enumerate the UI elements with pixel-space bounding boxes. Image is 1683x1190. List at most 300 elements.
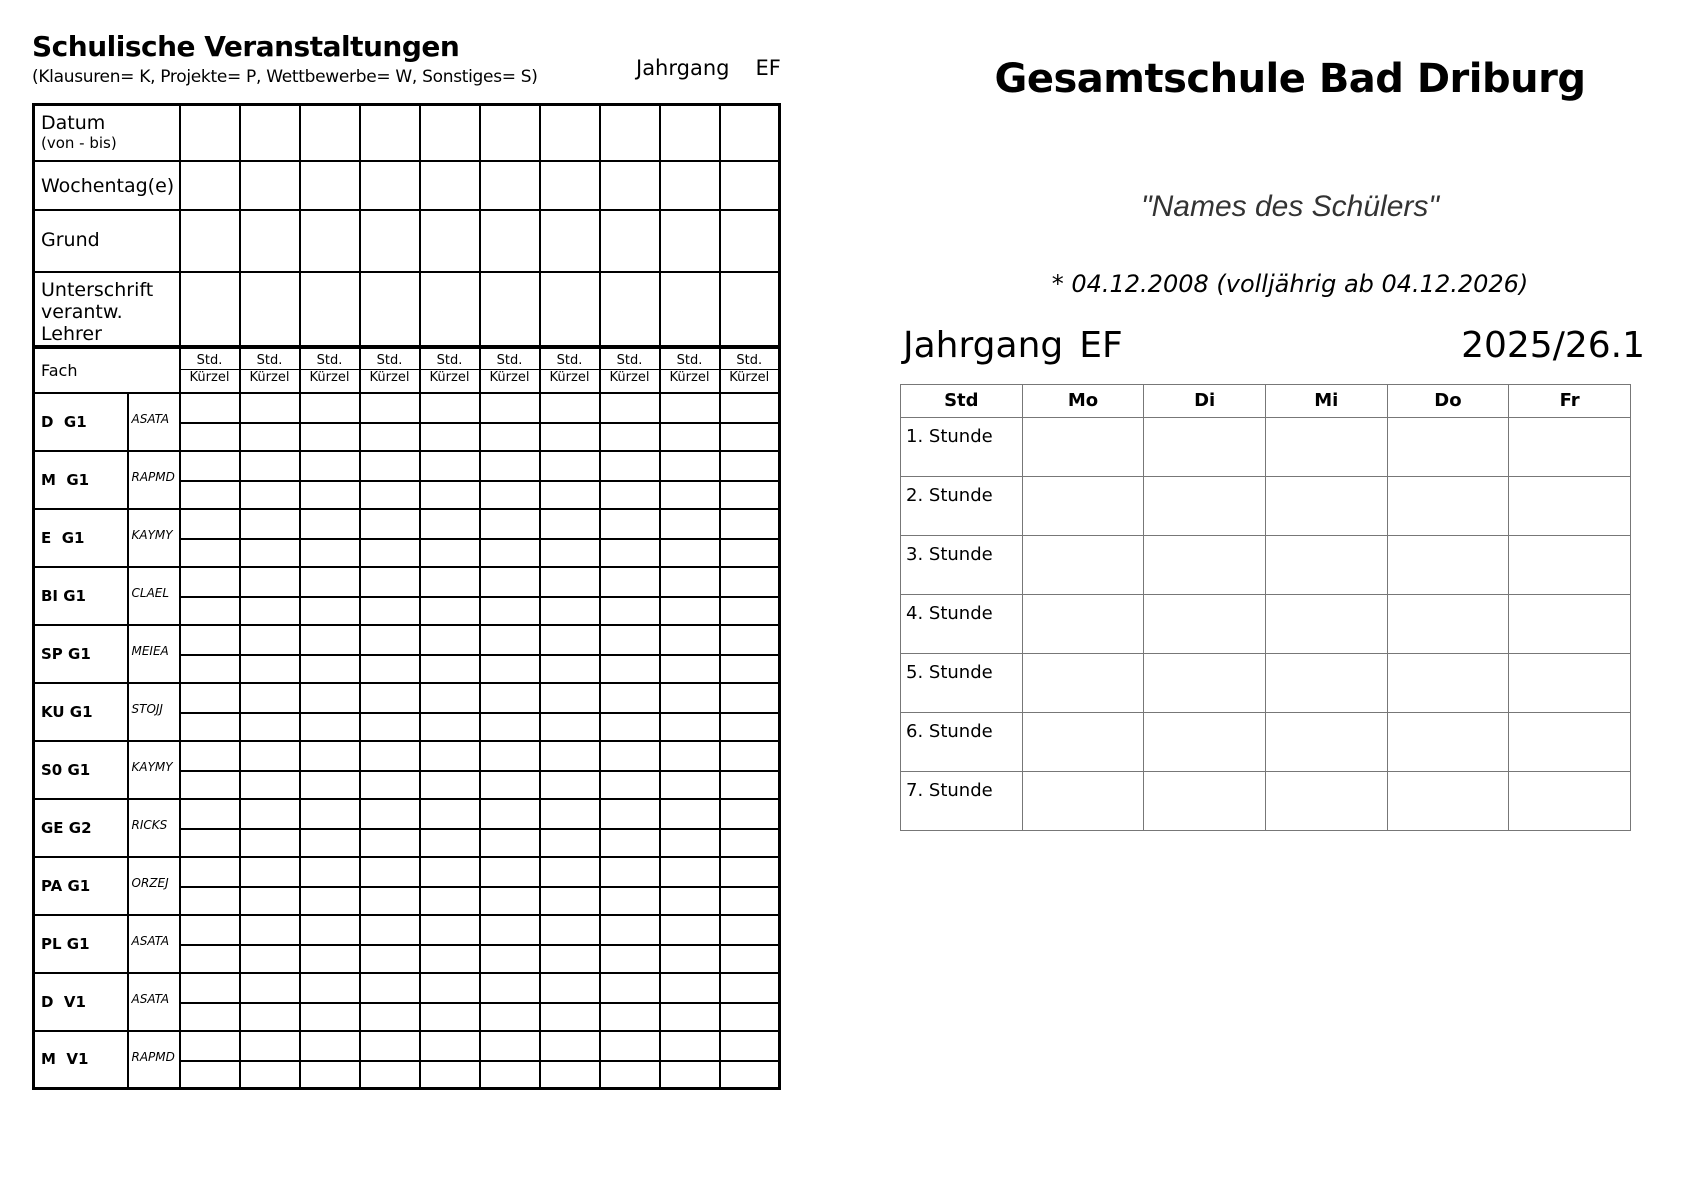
- lesson-cell[interactable]: [600, 857, 660, 915]
- std-half[interactable]: [241, 568, 299, 598]
- lesson-cell[interactable]: [540, 1031, 600, 1089]
- lesson-cell[interactable]: [600, 799, 660, 857]
- lesson-cell[interactable]: [660, 799, 720, 857]
- lesson-cell[interactable]: [720, 915, 780, 973]
- lesson-cell[interactable]: [420, 393, 480, 451]
- lesson-cell[interactable]: [480, 451, 540, 509]
- std-half[interactable]: [541, 742, 599, 772]
- lesson-cell[interactable]: [360, 625, 420, 683]
- std-half[interactable]: [601, 394, 659, 424]
- event-cell[interactable]: [240, 210, 300, 272]
- event-cell[interactable]: [240, 272, 300, 347]
- timetable-cell[interactable]: [1144, 713, 1266, 772]
- std-half[interactable]: [481, 800, 539, 830]
- lesson-cell[interactable]: [180, 857, 240, 915]
- event-cell[interactable]: [660, 105, 720, 161]
- std-half[interactable]: [361, 742, 419, 772]
- timetable-cell[interactable]: [1144, 595, 1266, 654]
- lesson-cell[interactable]: [480, 915, 540, 973]
- std-half[interactable]: [301, 394, 359, 424]
- lesson-cell[interactable]: [300, 857, 360, 915]
- std-half[interactable]: [421, 684, 479, 714]
- lesson-cell[interactable]: [720, 799, 780, 857]
- std-half[interactable]: [421, 742, 479, 772]
- lesson-cell[interactable]: [480, 683, 540, 741]
- lesson-cell[interactable]: [420, 973, 480, 1031]
- event-cell[interactable]: [540, 105, 600, 161]
- std-half[interactable]: [601, 916, 659, 946]
- lesson-cell[interactable]: [540, 567, 600, 625]
- timetable-cell[interactable]: [1509, 772, 1631, 831]
- lesson-cell[interactable]: [480, 393, 540, 451]
- std-half[interactable]: [181, 858, 239, 888]
- timetable-cell[interactable]: [1265, 536, 1387, 595]
- std-half[interactable]: [421, 916, 479, 946]
- lesson-cell[interactable]: [240, 1031, 300, 1089]
- event-cell[interactable]: [180, 272, 240, 347]
- timetable-cell[interactable]: [1509, 477, 1631, 536]
- std-half[interactable]: [181, 684, 239, 714]
- lesson-cell[interactable]: [240, 857, 300, 915]
- std-half[interactable]: [721, 568, 779, 598]
- event-cell[interactable]: [480, 272, 540, 347]
- lesson-cell[interactable]: [660, 973, 720, 1031]
- lesson-cell[interactable]: [180, 1031, 240, 1089]
- lesson-cell[interactable]: [540, 741, 600, 799]
- event-cell[interactable]: [660, 161, 720, 210]
- std-half[interactable]: [241, 742, 299, 772]
- event-cell[interactable]: [420, 272, 480, 347]
- event-cell[interactable]: [600, 210, 660, 272]
- std-half[interactable]: [721, 394, 779, 424]
- lesson-cell[interactable]: [180, 799, 240, 857]
- event-cell[interactable]: [540, 161, 600, 210]
- timetable-cell[interactable]: [1022, 654, 1144, 713]
- std-half[interactable]: [301, 1032, 359, 1062]
- std-half[interactable]: [661, 394, 719, 424]
- event-cell[interactable]: [420, 210, 480, 272]
- lesson-cell[interactable]: [240, 799, 300, 857]
- lesson-cell[interactable]: [720, 451, 780, 509]
- timetable-cell[interactable]: [1265, 654, 1387, 713]
- std-half[interactable]: [481, 684, 539, 714]
- lesson-cell[interactable]: [600, 567, 660, 625]
- timetable-cell[interactable]: [1387, 713, 1509, 772]
- lesson-cell[interactable]: [240, 625, 300, 683]
- std-half[interactable]: [301, 974, 359, 1004]
- lesson-cell[interactable]: [600, 973, 660, 1031]
- lesson-cell[interactable]: [300, 683, 360, 741]
- std-half[interactable]: [661, 684, 719, 714]
- std-half[interactable]: [481, 568, 539, 598]
- lesson-cell[interactable]: [300, 451, 360, 509]
- std-half[interactable]: [181, 394, 239, 424]
- std-half[interactable]: [181, 800, 239, 830]
- lesson-cell[interactable]: [360, 857, 420, 915]
- std-half[interactable]: [421, 626, 479, 656]
- lesson-cell[interactable]: [300, 1031, 360, 1089]
- std-half[interactable]: [481, 394, 539, 424]
- timetable-cell[interactable]: [1022, 536, 1144, 595]
- std-half[interactable]: [481, 452, 539, 482]
- std-half[interactable]: [481, 626, 539, 656]
- event-cell[interactable]: [180, 161, 240, 210]
- event-cell[interactable]: [480, 210, 540, 272]
- timetable-cell[interactable]: [1144, 536, 1266, 595]
- event-cell[interactable]: [360, 105, 420, 161]
- std-half[interactable]: [541, 510, 599, 540]
- lesson-cell[interactable]: [420, 857, 480, 915]
- lesson-cell[interactable]: [300, 741, 360, 799]
- event-cell[interactable]: [180, 210, 240, 272]
- lesson-cell[interactable]: [720, 567, 780, 625]
- lesson-cell[interactable]: [720, 509, 780, 567]
- lesson-cell[interactable]: [480, 799, 540, 857]
- lesson-cell[interactable]: [660, 567, 720, 625]
- std-half[interactable]: [241, 510, 299, 540]
- timetable-cell[interactable]: [1144, 477, 1266, 536]
- std-half[interactable]: [421, 858, 479, 888]
- std-half[interactable]: [721, 1032, 779, 1062]
- timetable-cell[interactable]: [1265, 595, 1387, 654]
- lesson-cell[interactable]: [600, 393, 660, 451]
- lesson-cell[interactable]: [300, 799, 360, 857]
- std-half[interactable]: [721, 800, 779, 830]
- std-half[interactable]: [541, 800, 599, 830]
- lesson-cell[interactable]: [660, 393, 720, 451]
- std-half[interactable]: [241, 626, 299, 656]
- std-half[interactable]: [421, 800, 479, 830]
- std-half[interactable]: [301, 742, 359, 772]
- std-half[interactable]: [241, 452, 299, 482]
- std-half[interactable]: [301, 626, 359, 656]
- std-half[interactable]: [421, 1032, 479, 1062]
- event-cell[interactable]: [720, 105, 780, 161]
- lesson-cell[interactable]: [600, 451, 660, 509]
- lesson-cell[interactable]: [360, 741, 420, 799]
- timetable-cell[interactable]: [1265, 418, 1387, 477]
- lesson-cell[interactable]: [540, 799, 600, 857]
- std-half[interactable]: [481, 858, 539, 888]
- lesson-cell[interactable]: [480, 625, 540, 683]
- lesson-cell[interactable]: [480, 1031, 540, 1089]
- lesson-cell[interactable]: [180, 625, 240, 683]
- lesson-cell[interactable]: [540, 625, 600, 683]
- std-half[interactable]: [541, 916, 599, 946]
- std-half[interactable]: [601, 626, 659, 656]
- event-cell[interactable]: [540, 210, 600, 272]
- lesson-cell[interactable]: [420, 741, 480, 799]
- std-half[interactable]: [181, 452, 239, 482]
- lesson-cell[interactable]: [360, 1031, 420, 1089]
- event-cell[interactable]: [240, 161, 300, 210]
- timetable-cell[interactable]: [1144, 654, 1266, 713]
- std-half[interactable]: [361, 510, 419, 540]
- lesson-cell[interactable]: [360, 799, 420, 857]
- timetable-cell[interactable]: [1022, 418, 1144, 477]
- lesson-cell[interactable]: [600, 625, 660, 683]
- lesson-cell[interactable]: [720, 625, 780, 683]
- std-half[interactable]: [241, 1032, 299, 1062]
- lesson-cell[interactable]: [660, 857, 720, 915]
- lesson-cell[interactable]: [660, 451, 720, 509]
- std-half[interactable]: [661, 858, 719, 888]
- event-cell[interactable]: [360, 272, 420, 347]
- std-half[interactable]: [481, 1032, 539, 1062]
- event-cell[interactable]: [300, 272, 360, 347]
- lesson-cell[interactable]: [660, 1031, 720, 1089]
- lesson-cell[interactable]: [180, 915, 240, 973]
- std-half[interactable]: [421, 568, 479, 598]
- std-half[interactable]: [661, 1032, 719, 1062]
- event-cell[interactable]: [360, 210, 420, 272]
- std-half[interactable]: [721, 858, 779, 888]
- lesson-cell[interactable]: [180, 973, 240, 1031]
- std-half[interactable]: [541, 626, 599, 656]
- lesson-cell[interactable]: [720, 741, 780, 799]
- lesson-cell[interactable]: [720, 683, 780, 741]
- lesson-cell[interactable]: [360, 567, 420, 625]
- std-half[interactable]: [301, 452, 359, 482]
- std-half[interactable]: [481, 742, 539, 772]
- lesson-cell[interactable]: [540, 509, 600, 567]
- lesson-cell[interactable]: [240, 509, 300, 567]
- std-half[interactable]: [361, 568, 419, 598]
- std-half[interactable]: [601, 684, 659, 714]
- event-cell[interactable]: [420, 161, 480, 210]
- lesson-cell[interactable]: [480, 509, 540, 567]
- std-half[interactable]: [601, 974, 659, 1004]
- std-half[interactable]: [721, 626, 779, 656]
- std-half[interactable]: [301, 916, 359, 946]
- std-half[interactable]: [481, 974, 539, 1004]
- std-half[interactable]: [601, 568, 659, 598]
- std-half[interactable]: [181, 742, 239, 772]
- lesson-cell[interactable]: [600, 741, 660, 799]
- lesson-cell[interactable]: [720, 1031, 780, 1089]
- event-cell[interactable]: [240, 105, 300, 161]
- lesson-cell[interactable]: [420, 567, 480, 625]
- std-half[interactable]: [481, 510, 539, 540]
- lesson-cell[interactable]: [360, 973, 420, 1031]
- std-half[interactable]: [421, 974, 479, 1004]
- lesson-cell[interactable]: [660, 741, 720, 799]
- std-half[interactable]: [661, 510, 719, 540]
- timetable-cell[interactable]: [1144, 772, 1266, 831]
- lesson-cell[interactable]: [600, 915, 660, 973]
- std-half[interactable]: [541, 1032, 599, 1062]
- std-half[interactable]: [661, 568, 719, 598]
- lesson-cell[interactable]: [360, 509, 420, 567]
- timetable-cell[interactable]: [1509, 713, 1631, 772]
- std-half[interactable]: [241, 684, 299, 714]
- timetable-cell[interactable]: [1509, 654, 1631, 713]
- std-half[interactable]: [241, 974, 299, 1004]
- std-half[interactable]: [301, 510, 359, 540]
- timetable-cell[interactable]: [1387, 595, 1509, 654]
- std-half[interactable]: [541, 452, 599, 482]
- timetable-cell[interactable]: [1022, 713, 1144, 772]
- std-half[interactable]: [541, 568, 599, 598]
- timetable-cell[interactable]: [1509, 536, 1631, 595]
- event-cell[interactable]: [540, 272, 600, 347]
- lesson-cell[interactable]: [660, 915, 720, 973]
- lesson-cell[interactable]: [420, 915, 480, 973]
- std-half[interactable]: [601, 452, 659, 482]
- lesson-cell[interactable]: [480, 741, 540, 799]
- lesson-cell[interactable]: [480, 973, 540, 1031]
- lesson-cell[interactable]: [600, 1031, 660, 1089]
- std-half[interactable]: [721, 742, 779, 772]
- std-half[interactable]: [541, 974, 599, 1004]
- std-half[interactable]: [721, 452, 779, 482]
- timetable-cell[interactable]: [1265, 477, 1387, 536]
- std-half[interactable]: [361, 974, 419, 1004]
- std-half[interactable]: [421, 510, 479, 540]
- lesson-cell[interactable]: [360, 683, 420, 741]
- std-half[interactable]: [721, 974, 779, 1004]
- std-half[interactable]: [181, 916, 239, 946]
- lesson-cell[interactable]: [540, 973, 600, 1031]
- std-half[interactable]: [601, 742, 659, 772]
- std-half[interactable]: [361, 1032, 419, 1062]
- event-cell[interactable]: [420, 105, 480, 161]
- lesson-cell[interactable]: [300, 393, 360, 451]
- event-cell[interactable]: [600, 272, 660, 347]
- std-half[interactable]: [301, 800, 359, 830]
- std-half[interactable]: [361, 394, 419, 424]
- std-half[interactable]: [661, 742, 719, 772]
- std-half[interactable]: [541, 394, 599, 424]
- std-half[interactable]: [241, 394, 299, 424]
- event-cell[interactable]: [300, 210, 360, 272]
- std-half[interactable]: [361, 858, 419, 888]
- event-cell[interactable]: [660, 210, 720, 272]
- lesson-cell[interactable]: [360, 393, 420, 451]
- event-cell[interactable]: [180, 105, 240, 161]
- timetable-cell[interactable]: [1265, 772, 1387, 831]
- std-half[interactable]: [661, 916, 719, 946]
- timetable-cell[interactable]: [1509, 418, 1631, 477]
- lesson-cell[interactable]: [420, 451, 480, 509]
- event-cell[interactable]: [720, 210, 780, 272]
- lesson-cell[interactable]: [180, 451, 240, 509]
- timetable-cell[interactable]: [1022, 772, 1144, 831]
- lesson-cell[interactable]: [540, 857, 600, 915]
- timetable-cell[interactable]: [1387, 418, 1509, 477]
- std-half[interactable]: [361, 684, 419, 714]
- lesson-cell[interactable]: [180, 741, 240, 799]
- std-half[interactable]: [421, 394, 479, 424]
- event-cell[interactable]: [360, 161, 420, 210]
- std-half[interactable]: [181, 568, 239, 598]
- lesson-cell[interactable]: [180, 567, 240, 625]
- event-cell[interactable]: [600, 105, 660, 161]
- std-half[interactable]: [361, 916, 419, 946]
- std-half[interactable]: [661, 626, 719, 656]
- std-half[interactable]: [301, 684, 359, 714]
- event-cell[interactable]: [300, 105, 360, 161]
- event-cell[interactable]: [600, 161, 660, 210]
- lesson-cell[interactable]: [540, 393, 600, 451]
- timetable-cell[interactable]: [1387, 477, 1509, 536]
- std-half[interactable]: [361, 800, 419, 830]
- timetable-cell[interactable]: [1144, 418, 1266, 477]
- lesson-cell[interactable]: [720, 857, 780, 915]
- lesson-cell[interactable]: [420, 1031, 480, 1089]
- lesson-cell[interactable]: [300, 915, 360, 973]
- lesson-cell[interactable]: [300, 625, 360, 683]
- lesson-cell[interactable]: [300, 567, 360, 625]
- lesson-cell[interactable]: [480, 857, 540, 915]
- timetable-cell[interactable]: [1387, 772, 1509, 831]
- lesson-cell[interactable]: [240, 741, 300, 799]
- lesson-cell[interactable]: [540, 915, 600, 973]
- lesson-cell[interactable]: [360, 915, 420, 973]
- std-half[interactable]: [541, 684, 599, 714]
- std-half[interactable]: [361, 626, 419, 656]
- std-half[interactable]: [541, 858, 599, 888]
- timetable-cell[interactable]: [1387, 654, 1509, 713]
- std-half[interactable]: [241, 916, 299, 946]
- timetable-cell[interactable]: [1022, 477, 1144, 536]
- event-cell[interactable]: [480, 105, 540, 161]
- lesson-cell[interactable]: [300, 973, 360, 1031]
- lesson-cell[interactable]: [480, 567, 540, 625]
- lesson-cell[interactable]: [240, 683, 300, 741]
- std-half[interactable]: [181, 1032, 239, 1062]
- std-half[interactable]: [301, 858, 359, 888]
- std-half[interactable]: [601, 858, 659, 888]
- lesson-cell[interactable]: [240, 567, 300, 625]
- event-cell[interactable]: [300, 161, 360, 210]
- lesson-cell[interactable]: [420, 625, 480, 683]
- lesson-cell[interactable]: [300, 509, 360, 567]
- std-half[interactable]: [181, 974, 239, 1004]
- timetable-cell[interactable]: [1387, 536, 1509, 595]
- lesson-cell[interactable]: [240, 973, 300, 1031]
- lesson-cell[interactable]: [420, 683, 480, 741]
- lesson-cell[interactable]: [240, 393, 300, 451]
- std-half[interactable]: [601, 1032, 659, 1062]
- std-half[interactable]: [721, 916, 779, 946]
- lesson-cell[interactable]: [660, 509, 720, 567]
- lesson-cell[interactable]: [600, 509, 660, 567]
- lesson-cell[interactable]: [240, 451, 300, 509]
- timetable-cell[interactable]: [1022, 595, 1144, 654]
- std-half[interactable]: [721, 510, 779, 540]
- std-half[interactable]: [721, 684, 779, 714]
- lesson-cell[interactable]: [720, 393, 780, 451]
- lesson-cell[interactable]: [660, 625, 720, 683]
- lesson-cell[interactable]: [600, 683, 660, 741]
- timetable-cell[interactable]: [1265, 713, 1387, 772]
- std-half[interactable]: [601, 800, 659, 830]
- std-half[interactable]: [601, 510, 659, 540]
- event-cell[interactable]: [720, 161, 780, 210]
- std-half[interactable]: [661, 452, 719, 482]
- lesson-cell[interactable]: [420, 799, 480, 857]
- lesson-cell[interactable]: [180, 683, 240, 741]
- lesson-cell[interactable]: [240, 915, 300, 973]
- std-half[interactable]: [481, 916, 539, 946]
- std-half[interactable]: [661, 800, 719, 830]
- std-half[interactable]: [301, 568, 359, 598]
- event-cell[interactable]: [480, 161, 540, 210]
- std-half[interactable]: [421, 452, 479, 482]
- std-half[interactable]: [181, 510, 239, 540]
- std-half[interactable]: [661, 974, 719, 1004]
